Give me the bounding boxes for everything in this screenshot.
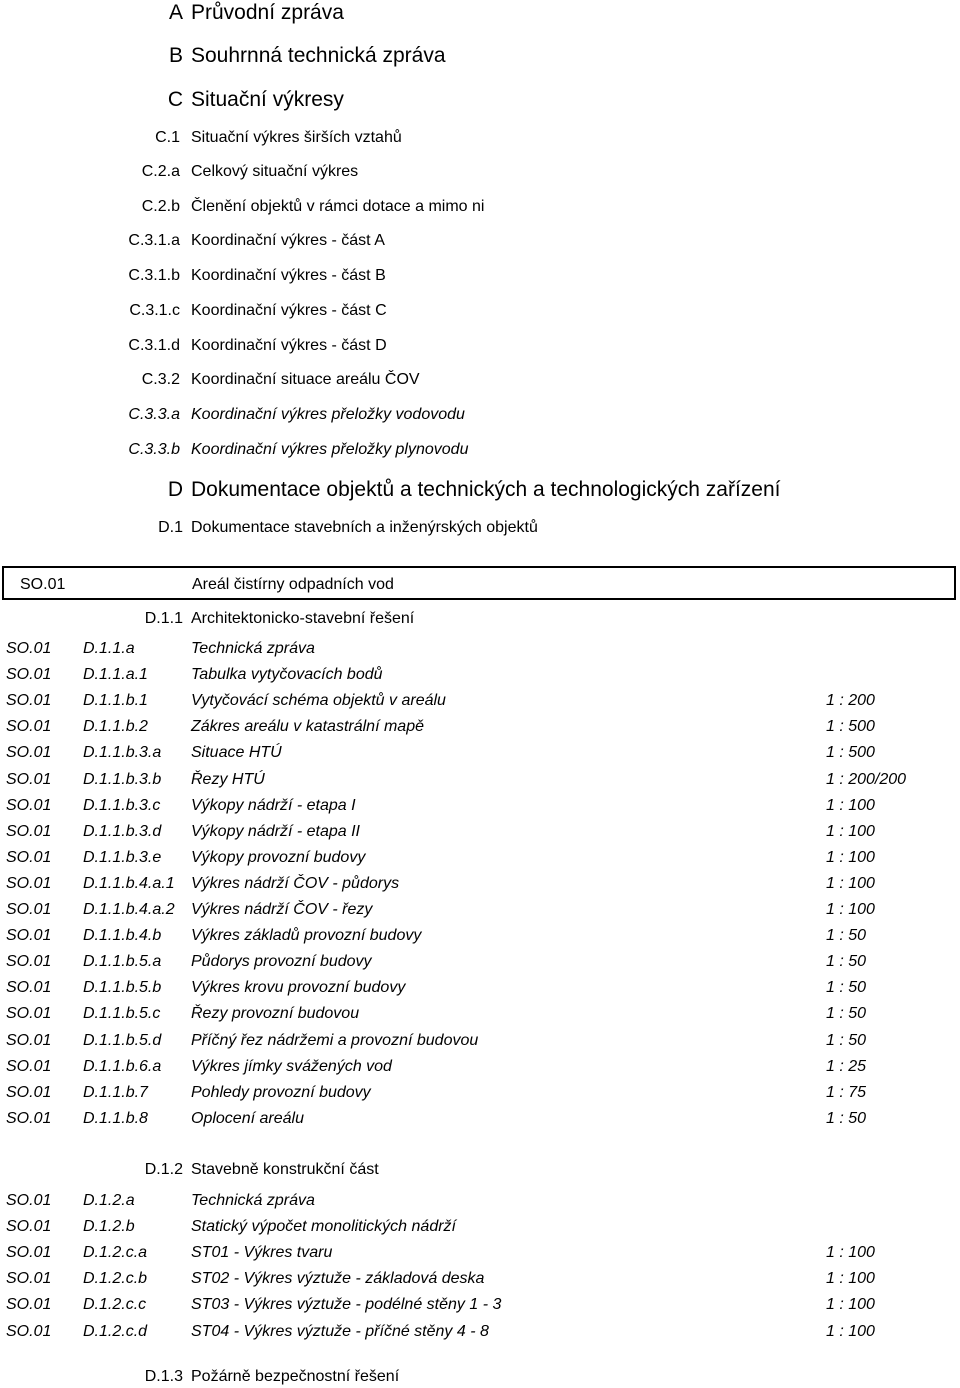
table-row bbox=[0, 849, 960, 875]
row-doc-title: Příčný řez nádržemi a provozní budovou bbox=[191, 1031, 479, 1049]
c-item-title: Koordinační výkres - část B bbox=[191, 267, 386, 284]
row-so-code: SO.01 bbox=[6, 1244, 52, 1262]
row-scale: 1 : 100 bbox=[826, 901, 875, 918]
d12-title: Stavebně konstrukční část bbox=[191, 1161, 379, 1178]
row-doc-title: Statický výpočet monolitických nádrží bbox=[191, 1218, 456, 1236]
row-scale: 1 : 50 bbox=[826, 1005, 867, 1023]
c-item-code: C.3.1.c bbox=[129, 302, 180, 319]
table-row bbox=[0, 640, 960, 666]
row-doc-code: D.1.1.b.7 bbox=[83, 1083, 148, 1101]
c-item-title: Koordinační výkres - část A bbox=[191, 232, 385, 249]
row-scale: 1 : 50 bbox=[826, 927, 867, 945]
row-so-code: SO.01 bbox=[6, 744, 52, 762]
d11-title: Architektonicko-stavební řešení bbox=[191, 610, 415, 627]
row-so-code: SO.01 bbox=[6, 1270, 52, 1288]
row-so-code: SO.01 bbox=[6, 927, 52, 945]
row-doc-code: D.1.1.a.1 bbox=[83, 666, 148, 684]
row-scale: 1 : 25 bbox=[826, 1057, 867, 1075]
row-so-code: SO.01 bbox=[6, 1109, 52, 1127]
row-doc-title: Výkres krovu provozní budovy bbox=[191, 979, 406, 997]
row-doc-title: Výkres nádrží ČOV - řezy bbox=[191, 901, 373, 918]
row-scale: 1 : 100 bbox=[826, 796, 875, 814]
row-doc-code: D.1.1.b.4.a.2 bbox=[83, 901, 175, 918]
row-doc-title: Zákres areálu v katastrální mapě bbox=[191, 718, 424, 736]
row-scale: 1 : 100 bbox=[826, 1296, 875, 1314]
row-doc-code: D.1.1.b.5.c bbox=[83, 1005, 161, 1023]
d11-code: D.1.1 bbox=[144, 610, 183, 627]
row-doc-code: D.1.1.b.1 bbox=[83, 692, 148, 710]
table-row bbox=[0, 979, 960, 1005]
so-01-box bbox=[2, 566, 956, 600]
row-so-code: SO.01 bbox=[6, 1218, 52, 1236]
table-row bbox=[0, 1005, 960, 1031]
table-row bbox=[0, 1218, 960, 1244]
row-doc-code: D.1.1.b.5.d bbox=[83, 1031, 162, 1049]
row-doc-code: D.1.1.b.3.b bbox=[83, 770, 162, 788]
table-row bbox=[0, 1244, 960, 1270]
d13-title: Požárně bezpečnostní řešení bbox=[191, 1368, 400, 1385]
row-doc-title: ST03 - Výkres výztuže - podélné stěny 1 - 3 bbox=[191, 1296, 502, 1314]
row-so-code: SO.01 bbox=[6, 1031, 52, 1049]
row-scale: 1 : 50 bbox=[826, 1109, 867, 1127]
table-row bbox=[0, 1192, 960, 1218]
row-scale: 1 : 100 bbox=[826, 874, 875, 892]
row-doc-code: D.1.1.b.3.c bbox=[83, 796, 161, 814]
row-so-code: SO.01 bbox=[6, 692, 52, 710]
row-doc-code: D.1.2.c.d bbox=[83, 1322, 148, 1340]
section-code: C bbox=[167, 88, 183, 111]
row-doc-title: Vytyčovácí schéma objektů v areálu bbox=[191, 692, 446, 710]
so-title: Areál čistírny odpadních vod bbox=[192, 576, 394, 593]
c-item-title: Situační výkres širších vztahů bbox=[191, 129, 402, 146]
table-row bbox=[0, 797, 960, 823]
row-doc-code: D.1.2.c.a bbox=[83, 1244, 148, 1262]
row-so-code: SO.01 bbox=[6, 953, 52, 971]
row-doc-title: Řezy provozní budovou bbox=[191, 1005, 360, 1023]
row-so-code: SO.01 bbox=[6, 901, 52, 918]
row-scale: 1 : 100 bbox=[826, 1244, 875, 1262]
section-title: Situační výkresy bbox=[191, 88, 344, 111]
row-doc-title: Tabulka vytyčovacích bodů bbox=[191, 666, 383, 684]
row-so-code: SO.01 bbox=[6, 1322, 52, 1340]
row-scale: 1 : 50 bbox=[826, 1031, 867, 1049]
section-title: Průvodní zpráva bbox=[191, 1, 344, 24]
row-doc-title: Výkres nádrží ČOV - půdorys bbox=[191, 874, 400, 892]
table-row bbox=[0, 692, 960, 718]
row-so-code: SO.01 bbox=[6, 718, 52, 736]
row-scale: 1 : 75 bbox=[826, 1083, 867, 1101]
row-doc-title: Výkopy nádrží - etapa II bbox=[191, 822, 360, 840]
d1-code: D.1 bbox=[158, 519, 183, 536]
row-doc-code: D.1.1.b.3.e bbox=[83, 848, 162, 866]
row-scale: 1 : 200/200 bbox=[826, 770, 907, 788]
section-d-code: D bbox=[167, 478, 183, 501]
row-so-code: SO.01 bbox=[6, 848, 52, 866]
row-doc-title: Řezy HTÚ bbox=[191, 770, 265, 788]
row-scale: 1 : 100 bbox=[826, 1322, 875, 1340]
c-item-title: Celkový situační výkres bbox=[191, 163, 359, 180]
row-so-code: SO.01 bbox=[6, 770, 52, 788]
row-doc-code: D.1.1.b.3.a bbox=[83, 744, 162, 762]
row-doc-title: ST02 - Výkres výztuže - základová deska bbox=[191, 1270, 485, 1288]
c-item-title: Koordinační situace areálu ČOV bbox=[191, 371, 420, 388]
c-item-title: Koordinační výkres přeložky vodovodu bbox=[191, 406, 465, 423]
table-row bbox=[0, 666, 960, 692]
table-row bbox=[0, 744, 960, 770]
row-doc-code: D.1.1.b.2 bbox=[83, 718, 148, 736]
row-doc-code: D.1.1.b.5.b bbox=[83, 979, 162, 997]
table-row bbox=[0, 1058, 960, 1084]
row-doc-code: D.1.1.b.6.a bbox=[83, 1057, 162, 1075]
row-so-code: SO.01 bbox=[6, 822, 52, 840]
section-code: B bbox=[168, 44, 183, 67]
row-scale: 1 : 500 bbox=[826, 718, 875, 736]
row-so-code: SO.01 bbox=[6, 874, 52, 892]
row-doc-title: Situace HTÚ bbox=[191, 744, 282, 762]
c-item-code: C.3.1.d bbox=[128, 337, 180, 354]
row-doc-code: D.1.2.c.b bbox=[83, 1270, 148, 1288]
row-doc-code: D.1.2.c.c bbox=[83, 1296, 147, 1314]
row-doc-code: D.1.1.b.8 bbox=[83, 1109, 148, 1127]
d1-title: Dokumentace stavebních a inženýrských objektů bbox=[191, 519, 538, 536]
table-row bbox=[0, 1323, 960, 1349]
row-scale: 1 : 100 bbox=[826, 848, 875, 866]
row-doc-code: D.1.1.b.4.a.1 bbox=[83, 874, 175, 892]
row-scale: 1 : 100 bbox=[826, 822, 875, 840]
row-doc-code: D.1.1.b.3.d bbox=[83, 822, 162, 840]
c-item-title: Koordinační výkres přeložky plynovodu bbox=[191, 441, 469, 458]
row-doc-title: Výkres základů provozní budovy bbox=[191, 927, 422, 945]
c-item-code: C.3.3.b bbox=[128, 441, 180, 458]
row-doc-code: D.1.2.a bbox=[83, 1192, 135, 1209]
row-so-code: SO.01 bbox=[6, 1192, 52, 1209]
row-doc-title: ST04 - Výkres výztuže - příčné stěny 4 - 8 bbox=[191, 1322, 489, 1340]
row-doc-code: D.1.1.b.5.a bbox=[83, 953, 162, 971]
row-doc-title: Technická zpráva bbox=[191, 1192, 315, 1209]
table-row bbox=[0, 953, 960, 979]
row-so-code: SO.01 bbox=[6, 1005, 52, 1023]
table-row bbox=[0, 901, 960, 927]
section-d-title: Dokumentace objektů a technických a technologických zařízení bbox=[191, 478, 781, 501]
row-doc-code: D.1.1.b.4.b bbox=[83, 927, 162, 945]
c-item-title: Členění objektů v rámci dotace a mimo ni bbox=[191, 198, 485, 215]
row-doc-title: Pohledy provozní budovy bbox=[191, 1083, 371, 1101]
row-doc-title: Půdorys provozní budovy bbox=[191, 953, 372, 971]
row-doc-title: Technická zpráva bbox=[191, 640, 315, 657]
so-code: SO.01 bbox=[20, 576, 66, 593]
table-row bbox=[0, 823, 960, 849]
c-item-title: Koordinační výkres - část D bbox=[191, 337, 387, 354]
section-code: A bbox=[168, 1, 183, 24]
table-row bbox=[0, 1270, 960, 1296]
row-scale: 1 : 500 bbox=[826, 744, 875, 762]
row-so-code: SO.01 bbox=[6, 796, 52, 814]
row-doc-title: Výkopy provozní budovy bbox=[191, 848, 366, 866]
row-scale: 1 : 200 bbox=[826, 692, 875, 710]
c-item-code: C.3.3.a bbox=[128, 406, 180, 423]
c-item-title: Koordinační výkres - část C bbox=[191, 302, 387, 319]
row-doc-code: D.1.2.b bbox=[83, 1218, 135, 1236]
table-row bbox=[0, 1110, 960, 1136]
table-row bbox=[0, 718, 960, 744]
section-title: Souhrnná technická zpráva bbox=[191, 44, 446, 67]
d12-code: D.1.2 bbox=[144, 1161, 183, 1178]
row-doc-title: Oplocení areálu bbox=[191, 1109, 304, 1127]
c-item-code: C.3.1.a bbox=[128, 232, 180, 249]
table-row bbox=[0, 1032, 960, 1058]
row-scale: 1 : 100 bbox=[826, 1270, 875, 1288]
row-so-code: SO.01 bbox=[6, 1083, 52, 1101]
row-doc-title: ST01 - Výkres tvaru bbox=[191, 1244, 333, 1262]
row-doc-title: Výkres jímky svážených vod bbox=[191, 1057, 392, 1075]
d13-code: D.1.3 bbox=[144, 1368, 183, 1385]
c-item-code: C.2.a bbox=[141, 163, 180, 180]
row-so-code: SO.01 bbox=[6, 640, 52, 657]
row-doc-title: Výkopy nádrží - etapa I bbox=[191, 796, 356, 814]
c-item-code: C.3.1.b bbox=[128, 267, 180, 284]
row-scale: 1 : 50 bbox=[826, 953, 867, 971]
c-item-code: C.3.2 bbox=[141, 371, 180, 388]
table-row bbox=[0, 875, 960, 901]
row-so-code: SO.01 bbox=[6, 979, 52, 997]
row-doc-code: D.1.1.a bbox=[83, 640, 135, 657]
row-so-code: SO.01 bbox=[6, 1296, 52, 1314]
row-scale: 1 : 50 bbox=[826, 979, 867, 997]
table-row bbox=[0, 771, 960, 797]
c-item-code: C.1 bbox=[155, 129, 180, 146]
table-row bbox=[0, 1084, 960, 1110]
c-item-code: C.2.b bbox=[141, 198, 180, 215]
row-so-code: SO.01 bbox=[6, 1057, 52, 1075]
table-row bbox=[0, 927, 960, 953]
table-row bbox=[0, 1296, 960, 1322]
row-so-code: SO.01 bbox=[6, 666, 52, 684]
